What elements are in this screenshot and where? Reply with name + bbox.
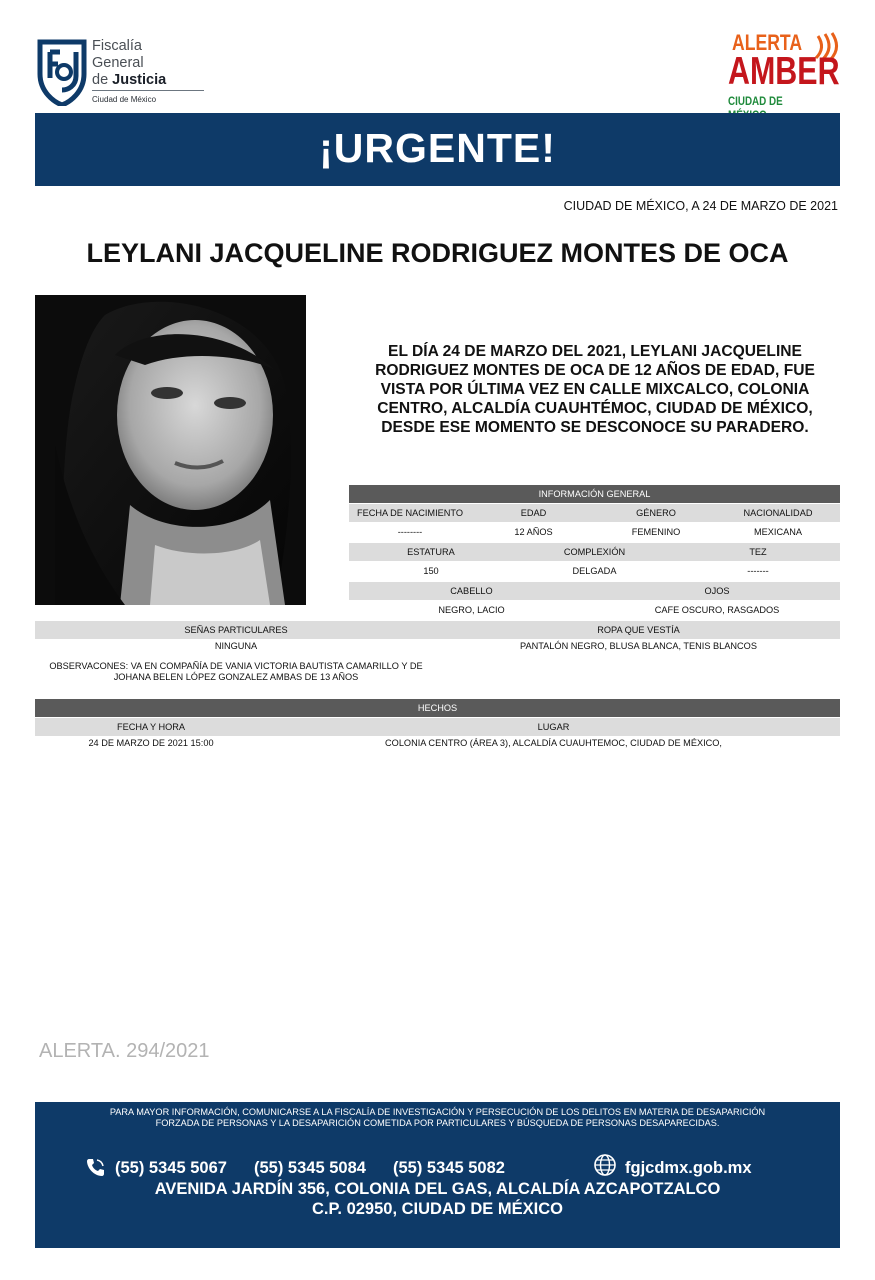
divider — [92, 90, 204, 91]
info-header: FECHA DE NACIMIENTO — [356, 508, 463, 518]
phone-number[interactable]: (55) 5345 5067 — [115, 1159, 227, 1177]
marks-value: PANTALÓN NEGRO, BLUSA BLANCA, TENIS BLANCOS — [520, 640, 757, 651]
address-line: AVENIDA JARDÍN 356, COLONIA DEL GAS, ALCALDÍA AZCAPOTZALCO — [154, 1180, 721, 1198]
phone-icon — [85, 1157, 105, 1177]
info-header: EDAD — [520, 508, 547, 518]
banner-title: ¡URGENTE! — [319, 125, 556, 171]
marks-values — [35, 637, 840, 654]
info-row1-values — [349, 523, 840, 541]
info-title: INFORMACIÓN GENERAL — [538, 489, 651, 499]
observations — [35, 661, 437, 683]
info-value: DELGADA — [572, 566, 617, 576]
address-line: C.P. 02950, CIUDAD DE MÉXICO — [312, 1200, 563, 1218]
fgj-shield-icon — [36, 38, 88, 106]
footer-note — [55, 1107, 820, 1129]
info-header: GÉNERO — [636, 508, 676, 518]
observations-line: OBSERVACONES: VA EN COMPAÑÍA DE VANIA VICTORIA BAUTISTA CAMARILLO Y DE — [49, 661, 423, 671]
info-value: FEMENINO — [631, 527, 681, 537]
person-name: LEYLANI JACQUELINE RODRIGUEZ MONTES DE OCA — [86, 238, 789, 268]
facts-title-row — [35, 699, 840, 717]
phone-number[interactable]: (55) 5345 5082 — [393, 1159, 505, 1177]
facts-header: LUGAR — [537, 722, 570, 732]
footer — [35, 1102, 840, 1248]
footer-note-line: FORZADA DE PERSONAS Y LA DESAPARICIÓN COMETIDA POR PARTICULARES Y BÚSQUEDA DE PERSONAS DESAPARECIDAS. — [155, 1118, 720, 1128]
info-header: TEZ — [749, 547, 767, 557]
info-value: 150 — [423, 566, 439, 576]
website-link[interactable]: fgjcdmx.gob.mx — [625, 1159, 752, 1177]
globe-icon — [593, 1153, 617, 1177]
facts-title: HECHOS — [417, 703, 458, 713]
info-header: ESTATURA — [407, 547, 455, 557]
info-title-row — [349, 485, 840, 503]
info-row2-values — [349, 562, 840, 580]
marks-header: SEÑAS PARTICULARES — [184, 625, 288, 635]
facts-value: COLONIA CENTRO (ÁREA 3), ALCALDÍA CUAUHTEMOC, CIUDAD DE MÉXICO, — [385, 737, 722, 748]
info-row3-headers — [349, 582, 840, 600]
info-value: CAFE OSCURO, RASGADOS — [654, 605, 780, 615]
info-row2-headers — [349, 543, 840, 561]
person-photo — [35, 295, 306, 605]
case-description: EL DÍA 24 DE MARZO DEL 2021, LEYLANI JACQUELINE RODRIGUEZ MONTES DE OCA DE 12 AÑOS DE EDAD, FUE VISTA POR ÚLTIMA VEZ EN CALLE MIXCALCO, COLONIA CENTRO, ALCALDÍA CUAUHTÉMOC, CIUDAD DE MÉXICO, DESDE ESE MOMENTO SE DESCONOCE SU PARADERO. — [375, 343, 815, 436]
info-value: MEXICANA — [754, 527, 802, 537]
portrait-image — [35, 295, 306, 605]
facts-values — [35, 734, 840, 751]
phone-number[interactable]: (55) 5345 5084 — [254, 1159, 366, 1177]
info-value: 12 AÑOS — [514, 527, 553, 537]
info-row1-headers — [349, 504, 840, 522]
institution-line-2: General — [92, 55, 144, 71]
alerta-amber-logo — [718, 28, 842, 110]
footer-note-line: PARA MAYOR INFORMACIÓN, COMUNICARSE A LA FISCALÍA DE INVESTIGACIÓN Y PERSECUCIÓN DE LOS DELITOS EN MATERIA DE DESAPARICIÓN — [109, 1107, 766, 1117]
institution-line-3: de Justicia — [92, 72, 167, 88]
info-header: CABELLO — [450, 586, 493, 596]
info-row3-values — [349, 601, 840, 619]
date-line: CIUDAD DE MÉXICO, A 24 DE MARZO DE 2021 — [563, 199, 838, 213]
info-value: ------- — [747, 566, 769, 576]
info-header: OJOS — [704, 586, 730, 596]
info-value: -------- — [397, 527, 423, 537]
marks-header: ROPA QUE VESTÍA — [597, 625, 680, 635]
fgj-logo — [36, 32, 176, 108]
institution-line-1: Fiscalía — [92, 38, 142, 54]
urgent-banner — [35, 113, 840, 186]
alert-number: ALERTA. 294/2021 — [39, 1040, 210, 1062]
facts-value: 24 DE MARZO DE 2021 15:00 — [88, 737, 214, 748]
marks-value: NINGUNA — [214, 640, 258, 651]
info-header: COMPLEXIÓN — [563, 547, 626, 557]
info-value: NEGRO, LACIO — [438, 605, 505, 615]
amber-word-city: CIUDAD DE — [728, 94, 783, 108]
amber-word-alerta: ALERTA — [732, 30, 803, 55]
institution-city: Ciudad de México — [92, 95, 157, 104]
info-header: NACIONALIDAD — [743, 508, 813, 518]
amber-word-amber: AMBER — [728, 50, 840, 93]
facts-header: FECHA Y HORA — [116, 722, 186, 732]
observations-line: JOHANA BELEN LÓPEZ GONZALEZ AMBAS DE 13 AÑOS — [113, 672, 359, 682]
